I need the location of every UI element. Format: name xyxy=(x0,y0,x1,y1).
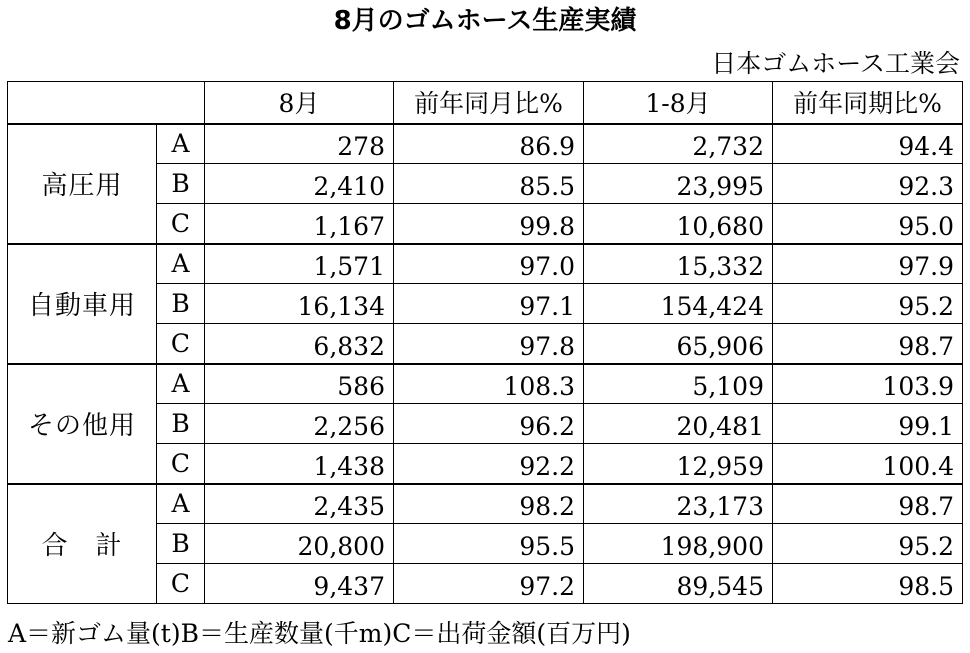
row-code: C xyxy=(157,324,205,364)
cell-aug-yoy: 97.8 xyxy=(394,324,584,364)
cell-ytd-yoy: 95.0 xyxy=(773,204,963,244)
row-code: A xyxy=(157,484,205,524)
cell-ytd: 12,959 xyxy=(584,444,773,484)
cell-ytd-yoy: 94.4 xyxy=(773,124,963,164)
cell-aug: 586 xyxy=(205,364,394,404)
header-ytd-yoy: 前年同期比% xyxy=(773,82,963,124)
source-label: 日本ゴムホース工業会 xyxy=(711,49,960,78)
cell-ytd: 15,332 xyxy=(584,244,773,284)
cell-ytd: 23,173 xyxy=(584,484,773,524)
cell-aug: 278 xyxy=(205,124,394,164)
cell-ytd: 154,424 xyxy=(584,284,773,324)
cell-ytd-yoy: 98.7 xyxy=(773,484,963,524)
cell-ytd: 20,481 xyxy=(584,404,773,444)
cell-ytd: 198,900 xyxy=(584,524,773,564)
cell-aug: 2,410 xyxy=(205,164,394,204)
page-title: 8月のゴムホース生産実績 xyxy=(333,6,637,36)
table-row xyxy=(8,244,963,284)
cell-ytd-yoy: 98.7 xyxy=(773,324,963,364)
cell-aug-yoy: 85.5 xyxy=(394,164,584,204)
cell-ytd-yoy: 92.3 xyxy=(773,164,963,204)
cell-aug-yoy: 97.0 xyxy=(394,244,584,284)
cell-ytd: 10,680 xyxy=(584,204,773,244)
cell-aug: 20,800 xyxy=(205,524,394,564)
row-code: C xyxy=(157,444,205,484)
cell-ytd-yoy: 97.9 xyxy=(773,244,963,284)
cell-aug-yoy: 86.9 xyxy=(394,124,584,164)
cell-ytd-yoy: 98.5 xyxy=(773,564,963,604)
group-label: 自動車用 xyxy=(8,244,157,364)
row-code: C xyxy=(157,564,205,604)
cell-aug: 1,571 xyxy=(205,244,394,284)
row-code: B xyxy=(157,524,205,564)
header-ytd: 1-8月 xyxy=(584,82,773,124)
row-code: A xyxy=(157,244,205,284)
cell-aug-yoy: 96.2 xyxy=(394,404,584,444)
cell-aug: 6,832 xyxy=(205,324,394,364)
row-code: A xyxy=(157,364,205,404)
cell-aug: 16,134 xyxy=(205,284,394,324)
table-body xyxy=(8,82,963,604)
cell-ytd: 5,109 xyxy=(584,364,773,404)
cell-ytd-yoy: 95.2 xyxy=(773,524,963,564)
row-code: A xyxy=(157,124,205,164)
table-row xyxy=(8,484,963,524)
cell-aug: 2,435 xyxy=(205,484,394,524)
row-code: B xyxy=(157,284,205,324)
group-label: 合 計 xyxy=(8,484,157,604)
cell-aug-yoy: 108.3 xyxy=(394,364,584,404)
row-code: B xyxy=(157,404,205,444)
cell-aug-yoy: 95.5 xyxy=(394,524,584,564)
row-code: B xyxy=(157,164,205,204)
group-label: 高圧用 xyxy=(8,124,157,244)
group-label: その他用 xyxy=(8,364,157,484)
table-header-row xyxy=(8,82,963,124)
header-aug: 8月 xyxy=(205,82,394,124)
cell-aug: 2,256 xyxy=(205,404,394,444)
cell-ytd: 2,732 xyxy=(584,124,773,164)
cell-aug-yoy: 92.2 xyxy=(394,444,584,484)
production-table xyxy=(7,81,963,604)
cell-ytd: 23,995 xyxy=(584,164,773,204)
cell-aug: 1,167 xyxy=(205,204,394,244)
cell-aug-yoy: 99.8 xyxy=(394,204,584,244)
header-corner xyxy=(8,82,205,124)
cell-ytd-yoy: 99.1 xyxy=(773,404,963,444)
cell-aug-yoy: 98.2 xyxy=(394,484,584,524)
cell-aug-yoy: 97.1 xyxy=(394,284,584,324)
cell-ytd: 89,545 xyxy=(584,564,773,604)
cell-ytd-yoy: 103.9 xyxy=(773,364,963,404)
legend-note: A＝新ゴム量(t)B＝生産数量(千m)C＝出荷金額(百万円) xyxy=(8,619,631,648)
cell-ytd-yoy: 100.4 xyxy=(773,444,963,484)
table-row xyxy=(8,364,963,404)
row-code: C xyxy=(157,204,205,244)
cell-aug-yoy: 97.2 xyxy=(394,564,584,604)
cell-ytd: 65,906 xyxy=(584,324,773,364)
cell-aug: 9,437 xyxy=(205,564,394,604)
header-aug-yoy: 前年同月比% xyxy=(394,82,584,124)
cell-ytd-yoy: 95.2 xyxy=(773,284,963,324)
table-row xyxy=(8,124,963,164)
cell-aug: 1,438 xyxy=(205,444,394,484)
